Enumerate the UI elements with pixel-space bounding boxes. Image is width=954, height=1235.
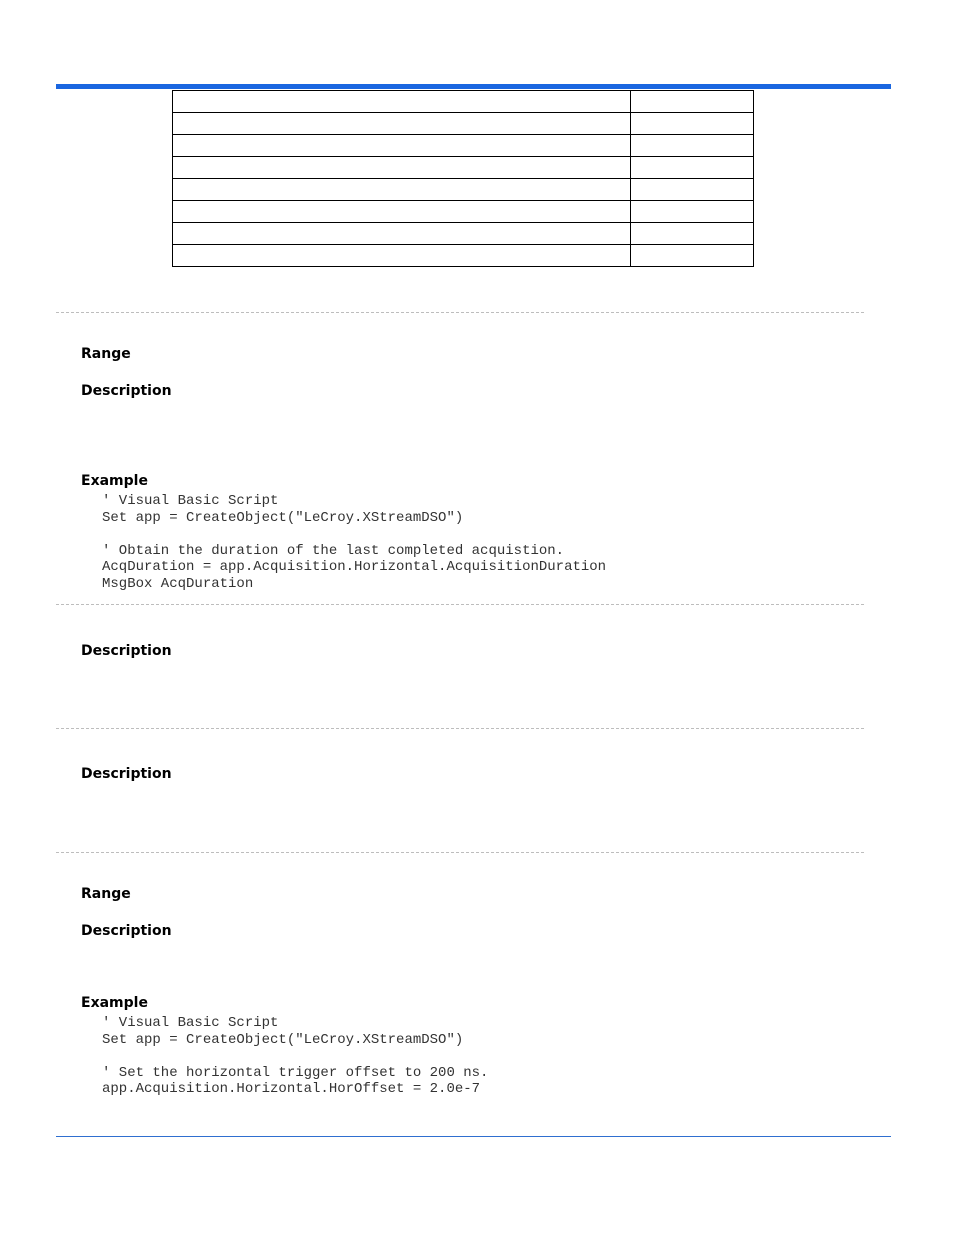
code-block [102, 493, 606, 592]
range-heading: Range [81, 886, 131, 902]
description-heading: Description [81, 643, 172, 659]
code-line: ' Visual Basic Script [102, 493, 279, 509]
table-row [173, 157, 754, 179]
code-line: AcqDuration = app.Acquisition.Horizontal.AcquisitionDuration [102, 559, 607, 575]
table-row [173, 113, 754, 135]
code-line: MsgBox AcqDuration [102, 575, 254, 592]
table-cell [631, 201, 754, 223]
table-cell [173, 91, 631, 113]
code-block [102, 1015, 488, 1098]
code-line: Set app = CreateObject("LeCroy.XStreamDSO") [102, 1031, 464, 1048]
table-cell [173, 245, 631, 267]
description-heading: Description [81, 383, 172, 399]
code-line: ' Set the horizontal trigger offset to 200 ns. [102, 1064, 489, 1081]
table-cell [173, 135, 631, 157]
property-table [172, 90, 754, 267]
header-rule [56, 84, 891, 89]
section-divider [56, 852, 864, 853]
table-cell [631, 157, 754, 179]
table-cell [631, 113, 754, 135]
table-cell [173, 201, 631, 223]
example-heading: Example [81, 473, 148, 489]
range-heading: Range [81, 346, 131, 362]
table-cell [173, 113, 631, 135]
section-divider [56, 604, 864, 605]
description-heading: Description [81, 923, 172, 939]
code-line: ' Obtain the duration of the last completed acquistion. [102, 542, 565, 559]
section-divider [56, 728, 864, 729]
table-cell [173, 223, 631, 245]
table-cell [631, 179, 754, 201]
table-cell [631, 135, 754, 157]
table-row [173, 245, 754, 267]
table-row [173, 135, 754, 157]
footer-rule [56, 1136, 891, 1137]
code-line: ' Visual Basic Script [102, 1015, 279, 1031]
table-row [173, 179, 754, 201]
table-row [173, 223, 754, 245]
section-divider [56, 312, 864, 313]
example-heading: Example [81, 995, 148, 1011]
table-cell [631, 245, 754, 267]
code-line: app.Acquisition.Horizontal.HorOffset = 2.0e-7 [102, 1081, 481, 1097]
table-row [173, 91, 754, 113]
table-cell [173, 157, 631, 179]
table-cell [631, 223, 754, 245]
code-line: Set app = CreateObject("LeCroy.XStreamDSO") [102, 509, 464, 526]
description-heading: Description [81, 766, 172, 782]
table-row [173, 201, 754, 223]
table-cell [173, 179, 631, 201]
table-cell [631, 91, 754, 113]
